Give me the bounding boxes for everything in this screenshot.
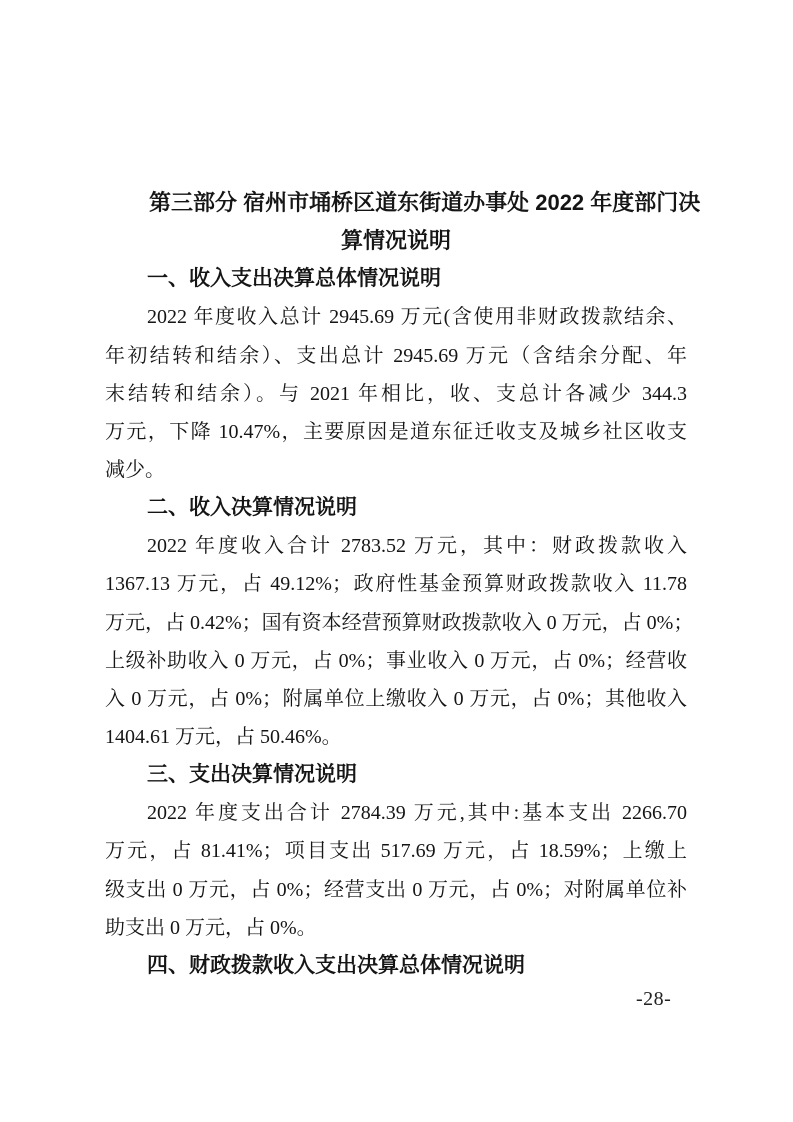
paragraph-line: 万元，占 81.41%；项目支出 517.69 万元，占 18.59%；上缴上 <box>105 840 687 863</box>
section-heading-4: 四、财政拨款收入支出决算总体情况说明 <box>147 953 525 977</box>
page-number: -28- <box>636 988 672 1010</box>
paragraph-line: 1404.61 万元，占 50.46%。 <box>105 725 342 748</box>
paragraph-line: 级支出 0 万元，占 0%；经营支出 0 万元，占 0%；对附属单位补 <box>105 878 687 901</box>
paragraph-line: 末结转和结余）。与 2021 年相比，收、支总计各减少 344.3 <box>105 382 687 405</box>
document-title-line-1: 第三部分 宿州市埇桥区道东街道办事处 2022 年度部门决 <box>149 190 701 215</box>
paragraph-line: 万元，下降 10.47%，主要原因是道东征迁收支及城乡社区收支 <box>105 420 687 443</box>
document-title <box>105 184 701 260</box>
document-title-line-2: 算情况说明 <box>340 228 451 254</box>
paragraph-line: 年初结转和结余）、支出总计 2945.69 万元（含结余分配、年 <box>105 344 687 367</box>
paragraph-line: 助支出 0 万元，占 0%。 <box>105 916 317 939</box>
paragraph-line: 减少。 <box>105 458 165 481</box>
section-heading-2: 二、收入决算情况说明 <box>147 496 357 520</box>
section-heading-3: 三、支出决算情况说明 <box>147 763 357 787</box>
section-3-paragraph <box>105 794 687 947</box>
paragraph-line: 入 0 万元，占 0%；附属单位上缴收入 0 万元，占 0%；其他收入 <box>105 687 687 710</box>
paragraph-line: 2022 年度收入合计 2783.52 万元，其中：财政拨款收入 <box>147 535 687 558</box>
paragraph-line: 1367.13 万元，占 49.12%；政府性基金预算财政拨款收入 11.78 <box>105 573 687 596</box>
paragraph-line: 2022 年度支出合计 2784.39 万元,其中:基本支出 2266.70 <box>147 802 687 825</box>
paragraph-line: 万元，占 0.42%；国有资本经营预算财政拨款收入 0 万元，占 0%； <box>105 611 694 634</box>
paragraph-line: 2022 年度收入总计 2945.69 万元(含使用非财政拨款结余、 <box>147 306 687 329</box>
section-1-paragraph <box>105 298 687 489</box>
document-content <box>105 184 701 985</box>
section-heading-1: 一、收入支出决算总体情况说明 <box>147 267 441 291</box>
paragraph-line: 上级补助收入 0 万元，占 0%；事业收入 0 万元，占 0%；经营收 <box>105 649 687 672</box>
section-2-paragraph <box>105 527 694 756</box>
